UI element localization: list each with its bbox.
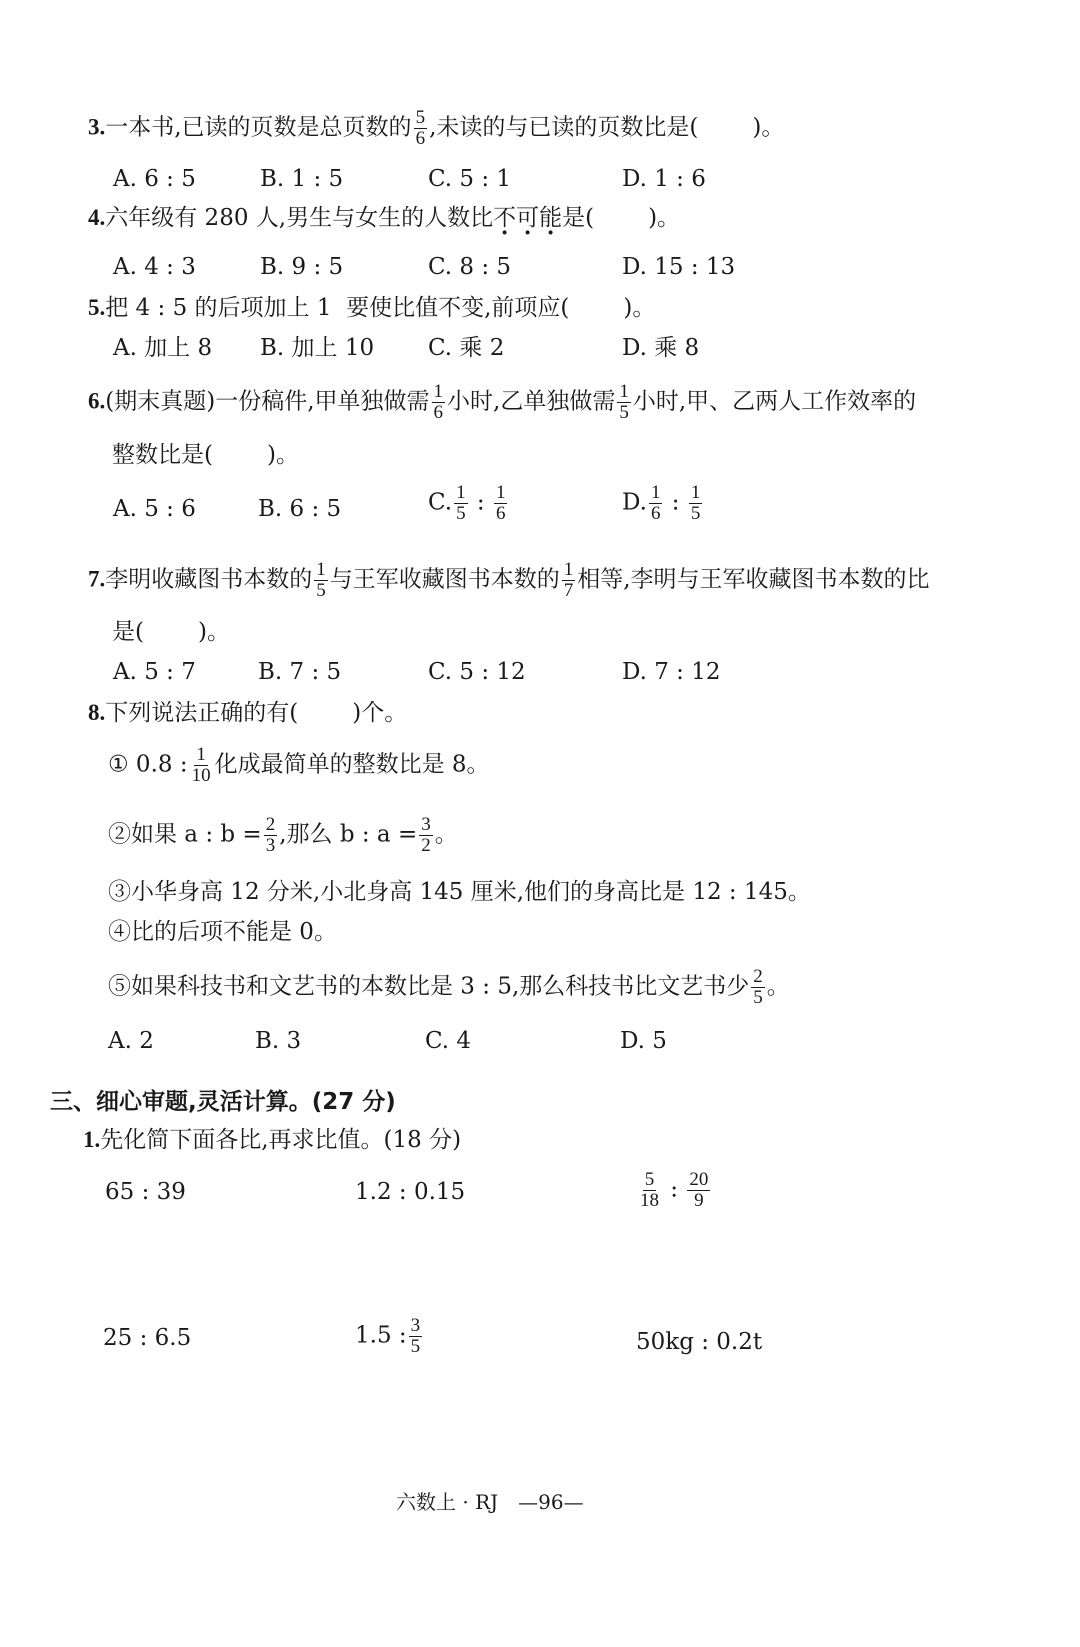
question-6-line2: 整数比是( )。: [112, 442, 299, 468]
fraction: $\frac{1}{5}$: [619, 381, 629, 423]
q7-option-d[interactable]: D. 7 : 12: [622, 659, 721, 685]
statement-5: ⑤如果科技书和文艺书的本数比是 3 : 5,那么科技书比文艺书少 $\frac{2}{5}$ 。: [108, 966, 790, 1008]
statement-3: ③小华身高 12 分米,小北身高 145 厘米,他们的身高比是 12 : 145。: [108, 879, 811, 905]
q5-option-a[interactable]: A. 加上 8: [113, 335, 213, 361]
question-6: 6.(期末真题)一份稿件,甲单独做需 $\frac{1}{6}$ 小时,乙单独做需 $\frac{1}{5}$ 小时,甲、乙两人工作效率的: [88, 381, 917, 423]
q3-option-c[interactable]: C. 5 : 1: [428, 166, 512, 192]
fraction: $\frac{1}{6}$: [433, 381, 444, 423]
q5-option-c[interactable]: C. 乘 2: [428, 335, 505, 361]
q8-option-d[interactable]: D. 5: [620, 1028, 667, 1054]
question-4: 4.六年级有 280 人,男生与女生的人数比不可能是( )。: [88, 205, 681, 231]
q6-option-a[interactable]: A. 5 : 6: [113, 496, 196, 522]
q8-option-c[interactable]: C. 4: [425, 1028, 472, 1054]
q8-option-a[interactable]: A. 2: [108, 1028, 154, 1054]
q7-option-a[interactable]: A. 5 : 7: [113, 659, 196, 685]
section-title: 三、细心审题,灵活计算。(27 分): [50, 1089, 396, 1115]
fraction: $\frac{1}{7}$: [563, 559, 574, 601]
q4-option-d[interactable]: D. 15 : 13: [622, 254, 736, 280]
page-footer: 六数上 · RJ —96—: [396, 1490, 584, 1514]
question-7-line2: 是( )。: [112, 619, 230, 645]
q7-option-c[interactable]: C. 5 : 12: [428, 659, 526, 685]
q6-option-b[interactable]: B. 6 : 5: [258, 496, 342, 522]
statement-1: ① 0.8 : $\frac{1}{10}$ 化成最简单的整数比是 8。: [108, 744, 490, 786]
fraction: $\frac{5}{6}$: [415, 107, 426, 149]
q3-option-d[interactable]: D. 1 : 6: [622, 166, 706, 192]
subquestion-1: 1.先化简下面各比,再求比值。(18 分): [83, 1127, 462, 1153]
question-7: 7.李明收藏图书本数的 $\frac{1}{5}$ 与王军收藏图书本数的 $\frac{1}{7}$ 相等,李明与王军收藏图书本数的比: [88, 559, 930, 601]
q6-option-d[interactable]: D. $\frac{1}{6}$ : $\frac{1}{5}$: [622, 482, 701, 524]
q4-option-b[interactable]: B. 9 : 5: [260, 254, 344, 280]
q8-option-b[interactable]: B. 3: [255, 1028, 302, 1054]
expr-1: 65 : 39: [105, 1179, 186, 1205]
q3-option-a[interactable]: A. 6 : 5: [113, 166, 196, 192]
q3-option-b[interactable]: B. 1 : 5: [260, 166, 344, 192]
question-3: 3.一本书,已读的页数是总页数的 $\frac{5}{6}$ ,未读的与已读的页数比是( )。: [88, 107, 785, 149]
expr-3: $\frac{5}{18}$ : $\frac{20}{9}$: [640, 1169, 709, 1211]
question-5: 5.把 4 : 5 的后项加上 1 要使比值不变,前项应( )。: [88, 295, 656, 321]
q4-option-c[interactable]: C. 8 : 5: [428, 254, 512, 280]
expr-4: 25 : 6.5: [103, 1325, 192, 1351]
question-8: 8.下列说法正确的有( )个。: [88, 700, 408, 726]
q5-option-b[interactable]: B. 加上 10: [260, 335, 375, 361]
expr-2: 1.2 : 0.15: [355, 1179, 466, 1205]
expr-5: 1.5 : $\frac{3}{5}$: [355, 1315, 421, 1357]
q7-option-b[interactable]: B. 7 : 5: [258, 659, 342, 685]
fraction: $\frac{1}{5}$: [316, 559, 326, 601]
q5-option-d[interactable]: D. 乘 8: [622, 335, 700, 361]
expr-6: 50kg : 0.2t: [636, 1329, 763, 1355]
q4-option-a[interactable]: A. 4 : 3: [113, 254, 196, 280]
q6-option-c[interactable]: C. $\frac{1}{5}$ : $\frac{1}{6}$: [428, 482, 506, 524]
statement-4: ④比的后项不能是 0。: [108, 919, 337, 945]
statement-2: ②如果 a : b = $\frac{2}{3}$ ,那么 b : a = $\frac{3}{2}$ 。: [108, 814, 458, 856]
